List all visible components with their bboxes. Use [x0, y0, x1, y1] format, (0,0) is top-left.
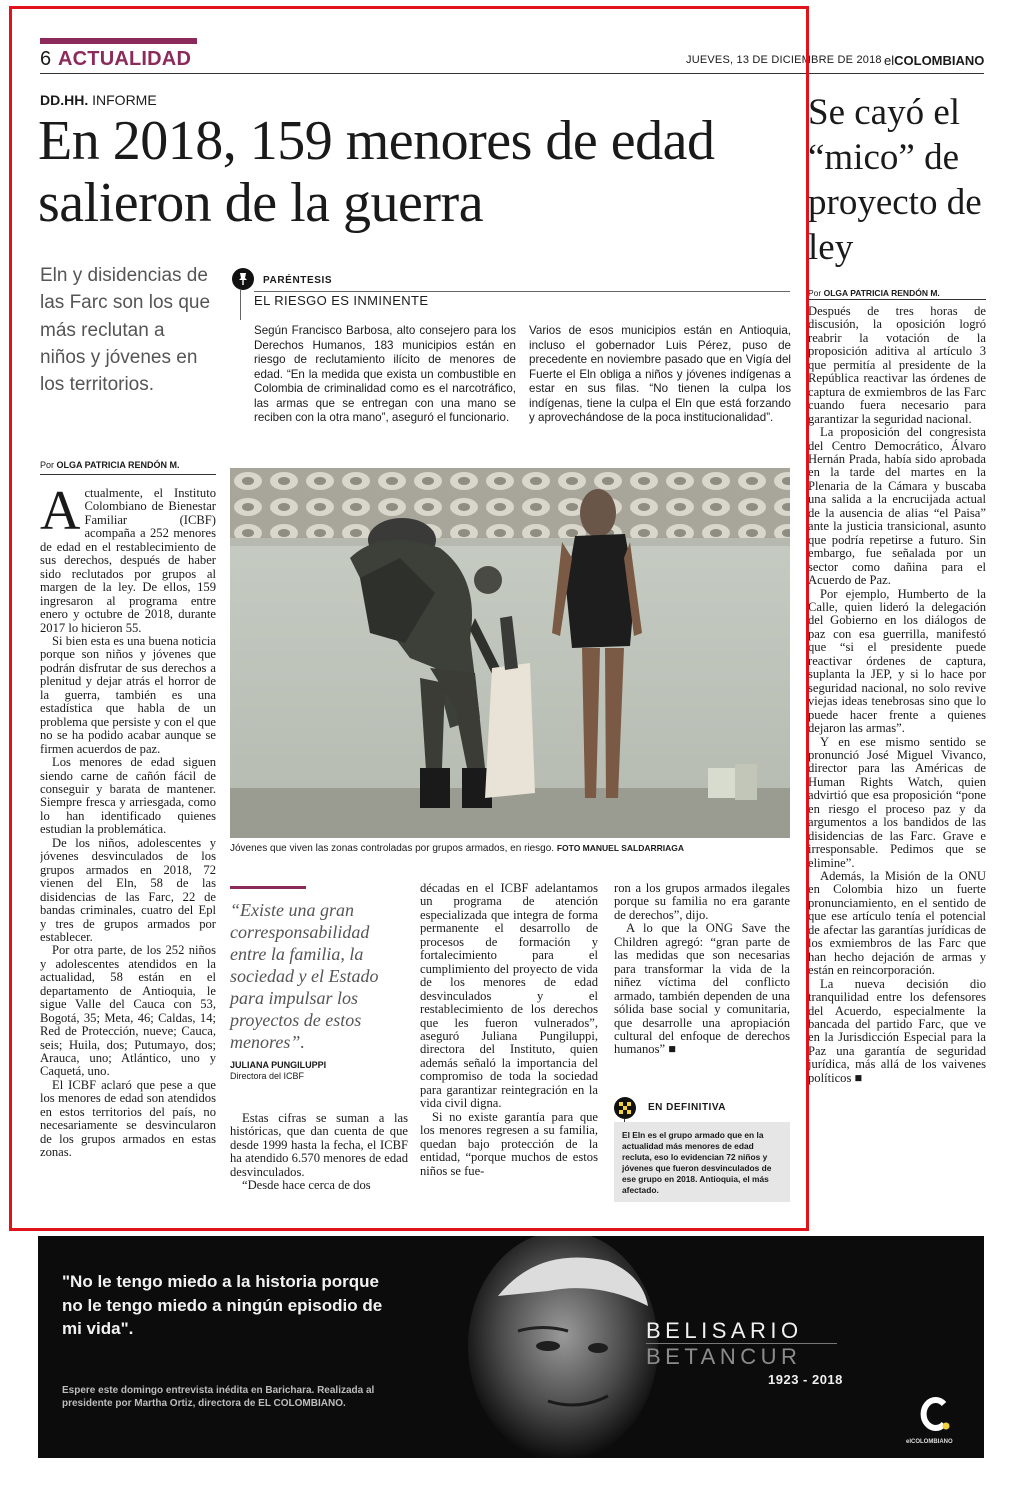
ad-promo-text: Espere este domingo entrevista inédita en Barichara. Realizada al presidente por Martha Ortiz, directora de EL COLOMBIANO. — [62, 1385, 375, 1409]
highlight-frame — [9, 6, 809, 1231]
section-label: ACTUALIDAD — [58, 48, 192, 70]
summary-label: EN DEFINITIVA — [648, 1102, 726, 1113]
page-number: 6 — [40, 48, 52, 70]
advertisement-banner[interactable] — [38, 1236, 984, 1458]
parentesis-title: EL RIESGO ES INMINENTE — [254, 293, 429, 308]
paragraph: ctualmente, el Instituto Colombiano de Bienestar Familiar (ICBF) acompaña a 252 menores de edad en el restablecimiento de sus derechos, después de haber sido reclutados por grupos al margen de la ley. De ellos, 159 ingresaron al programa entre enero y octubre de 2018, durante 2017 lo hicieron 55. — [40, 487, 216, 635]
pull-quote: “Existe una gran corresponsabilidad entre la familia, la sociedad y el Estado para impulsar los proyectos de estos menores”. — [230, 900, 379, 1052]
sidebar-headline: Se cayó el “mico” de proyecto de ley — [808, 92, 982, 268]
edition-date: JUEVES, 13 DE DICIEMBRE DE 2018 — [686, 54, 882, 66]
paragraph: La nueva decisión dio tranquilidad entre los defensores del Acuerdo, especialmente la bancada del partido Farc, que ve en la Jurisdicción Especial para la Paz una garantía de seguridad jurídica, más allá de los vaivenes políticos ■ — [808, 976, 986, 1085]
parentesis-column-2: Varios de esos municipios están en Antioquia, incluso el gobernador Luis Pérez, puso de precedente en noviembre pasado que en Vigía del Fuerte el Eln obliga a niños y jóvenes indígenas a estar en sus filas. “No tienen la culpa los indígenas, tiene la culpa el Eln que está forzando y aprovechándose de la poca institucionalidad”. — [529, 324, 791, 424]
ad-years: 1923 - 2018 — [768, 1372, 843, 1387]
paragraph: ron a los grupos armados ilegales porque su familia no era garante de derechos”, dijo. — [614, 881, 790, 922]
paragraph: Los menores de edad siguen siendo carne de cañón fácil de conseguir y barata de mantener. Siempre fresca y arriesgada, como lo han identificado quienes estudian la problemática. — [40, 755, 216, 837]
photo-credit: FOTO MANUEL SALDARRIAGA — [556, 843, 685, 853]
paragraph: De los niños, adolescentes y jóvenes desvinculados de los grupos armados en 2018, 72 vienen del Eln, 58 de las disidencias de las Farc, 22 de bandas criminales, cuatro del Epl y tres de grupos armados por establecer. — [40, 835, 216, 944]
byline-prefix: Por — [40, 460, 57, 470]
byline-prefix: Por — [808, 288, 824, 298]
paragraph: Además, la Misión de la ONU en Colombia hizo un fuerte pronunciamiento, en el sentido de que ese artículo tenía el potencial de afectar las garantías jurídicas de los exmiembros de las Farc que han hecho dejación de armas y están en reincorporación. — [808, 869, 986, 978]
kicker-rest: INFORME — [88, 92, 157, 108]
caption-text: Jóvenes que viven las zonas controladas por grupos armados, en riesgo. — [230, 843, 555, 854]
paragraph: Estas cifras se suman a las históricas, que dan cuenta de que desde 1999 hasta la fecha, el ICBF ha atendido 6.570 menores de edad desvinculados. — [230, 1111, 408, 1179]
paragraph: Por ejemplo, Humberto de la Calle, quien lideró la delegación del Gobierno en los diálogos de paz con esa guerrilla, manifestó que “si el presidente puede reactivar órdenes de captura, suplanta la JEP, y si lo hace por seguridad nacional, no solo revive viejas ideas tenebrosas sino que lo puede hacer frente a quienes dejaron las armas”. — [808, 586, 986, 736]
byline-name: OLGA PATRICIA RENDÓN M. — [823, 288, 940, 298]
masthead-logo — [884, 53, 984, 68]
masthead-prefix: el — [884, 53, 895, 68]
paragraph: La proposición del congresista del Centro Democrático, Álvaro Hernán Prada, había sido aprobada en la tarde del martes en la Plenaria de la Cámara y buscaba una salida a la encrucijada actual de la ausencia de alias “el Paisa” ante la justicia transicional, asunto que podría repetirse a futuro. Sin embargo, fue señalada por un sector como dañina para el Acuerdo de Paz. — [808, 425, 986, 588]
deck: Eln y disidencias de las Farc son los que más reclutan a niños y jóvenes en los territorios. — [40, 265, 211, 396]
paragraph: El ICBF aclaró que pese a que los menores de edad son atendidos en estos territorios del país, no necesariamente se desvincularon de los grupos armados en estas zonas. — [40, 1077, 216, 1160]
paragraph: Si bien esta es una buena noticia porque son niños y jóvenes que podrán disfrutar de sus derechos a plenitud y dejar atrás el horror de la guerra, también es una estadística que habla de un problema que persiste y con el que no se ha podido acabar aunque se firmen acuerdos de paz. — [40, 633, 216, 756]
kicker-bold: DD.HH. — [40, 92, 89, 108]
ad-logo-text: elCOLOMBIANO — [906, 1439, 953, 1445]
paragraph: Por otra parte, de los 252 niños y adolescentes atendidos en la actualidad, 58 están en el departamento de Antioquia, le sigue Valle del Cauca con 53, Bogotá, 35; Meta, 46; Caldas, 14; Red de Protección, nueve; Cauca, seis; Huila, dos; Putumayo, dos; Arauca, uno; Atlántico, uno y Caquetá, uno. — [40, 943, 216, 1079]
byline-name: OLGA PATRICIA RENDÓN M. — [56, 460, 180, 470]
paragraph: Y en ese mismo sentido se pronunció José Miguel Vivanco, director para las Américas de Human Rights Watch, quien advirtió que esa proposición “pone en riesgo el proceso paz y da argumentos a los bandidos de las disidencias de las Farc. Grave e irresponsable. Pedimos que se elimine”. — [808, 734, 986, 870]
sidebar-byline-rule — [808, 299, 986, 300]
sidebar-body — [808, 305, 986, 1205]
colombiano-logo-icon — [920, 1396, 950, 1432]
quote-author: JULIANA PUNGILUPPI — [230, 1060, 327, 1070]
ad-name-last: BETANCUR — [646, 1344, 802, 1369]
headline: En 2018, 159 menores de edad salieron de la guerra — [38, 110, 715, 234]
paragraph: Después de tres horas de discusión, la oposición logró reabrir la votación de la proposición aditiva al artículo 3 que permitía al presidente de la República reactivar las órdenes de captura de exmiembros de las Farc cuando fuera necesario para garantizar la seguridad nacional. — [808, 305, 986, 426]
sidebar-byline — [808, 288, 940, 298]
parentesis-label: PARÉNTESIS — [263, 275, 333, 286]
quote-author-role: Directora del ICBF — [230, 1071, 305, 1081]
paragraph: A lo que la ONG Save the Children agregó: “gran parte de las medidas que son necesarias para transformar la vida de la niñez víctima del conflicto armado, también dependen de una sólida base social y comunitaria, que desarrolle una apropiación cultural del enfoque de derechos humanos” ■ — [614, 921, 790, 1057]
paragraph: décadas en el ICBF adelantamos un programa de atención especializada que integra de forma permanente el desarrollo de procesos de formación y fortalecimiento para el cumplimiento del proyecto de vida de los menores de edad desvinculados y el restablecimiento de los derechos que les fueron vulnerados”, aseguró Juliana Pungiluppi, directora del Instituto, quien además señaló la importancia del compromiso de toda la sociedad para garantizar reintegración en la vida civil digna. — [420, 881, 598, 1111]
paragraph: Si no existe garantía para que los menores regresen a su familia, quedan bajo protección de la entidad, “porque muchos de estos niños se fue- — [420, 1109, 598, 1178]
parentesis-column-1: Según Francisco Barbosa, alto consejero para los Derechos Humanos, 183 municipios están en riesgo de reclutamiento ilícito de menores de edad. “En la medida que exista un combustible en Colombia de criminalidad como es el narcotráfico, las armas que se entregan con una mano se reciben con la otra mano”, aseguró el funcionario. — [254, 324, 516, 424]
masthead-name: COLOMBIANO — [894, 53, 985, 68]
dropcap: A — [40, 487, 81, 542]
ad-quote: "No le tengo miedo a la historia porque no le tengo miedo a ningún episodio de mi vida". — [62, 1272, 383, 1338]
summary-box: El Eln es el grupo armado que en la actualidad más menores de edad recluta, eso lo evidencian 72 niños y jóvenes que fueron desvinculados de ese grupo en 2018. Antioquia, el más afectado. — [614, 1122, 790, 1202]
ad-name-first: BELISARIO — [646, 1318, 803, 1343]
paragraph: “Desde hace cerca de dos — [242, 1178, 371, 1193]
